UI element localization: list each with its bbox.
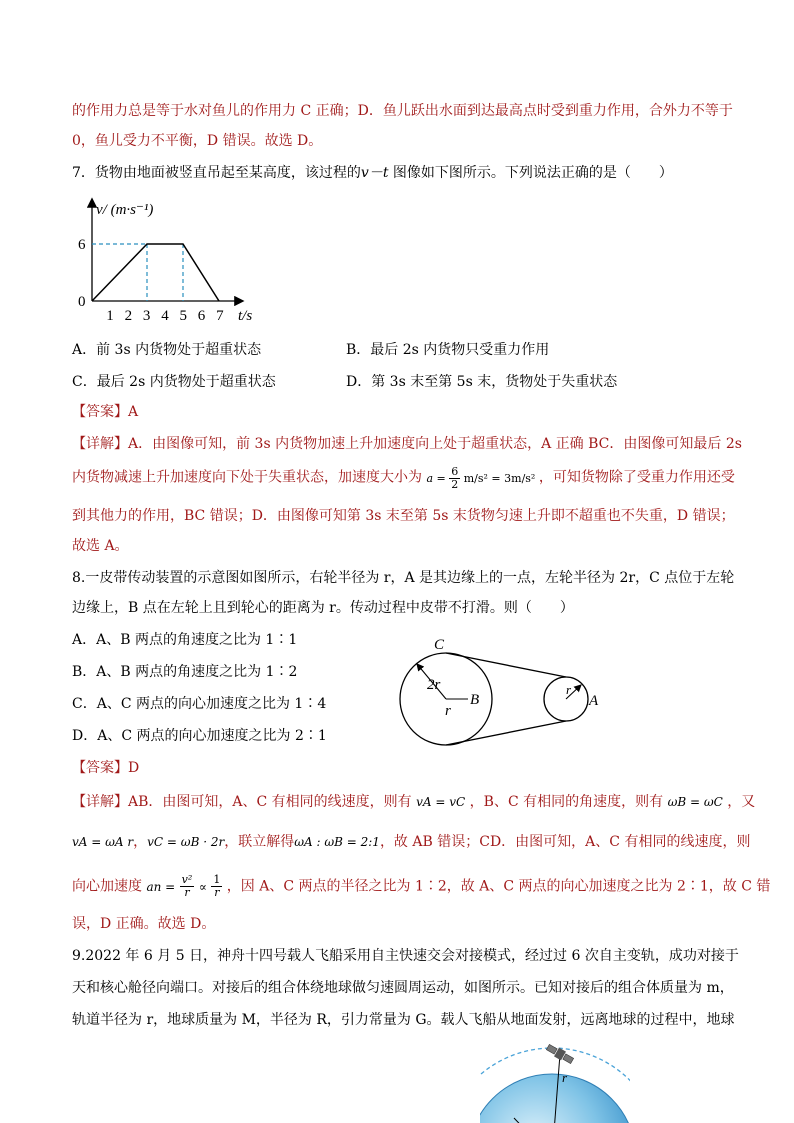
q8-explanation-text-2b: ，故 AB 错误；CD．由图可知，A、C 有相同的线速度，则 [379,834,751,850]
q7-explanation-line-1 [72,434,742,454]
q7-answer: 【答案】A [72,404,139,420]
label-B: B [470,692,480,708]
vt-ytick-6: 6 [78,237,86,253]
q8-formula-an-lhs: an = [146,879,176,894]
q8-explanation-line-4: 误，D 正确。故选 D。 [72,916,216,932]
q8-formula-va: vA = ωA r [72,835,134,849]
q7-formula-rhs: m/s² = 3m/s² [463,471,536,485]
q7-option-b[interactable]: B．最后 2s 内货物只受重力作用 [346,342,550,358]
q8-option-d[interactable]: D．A、C 两点的向心加速度之比为 2∶1 [72,728,327,744]
label-C: C [434,637,445,653]
vt-xtick-7: 7 [216,308,224,324]
earth-orbit-diagram [480,1040,630,1123]
spacecraft-icon [545,1043,574,1066]
q7-formula [426,465,538,491]
q8-stem-line-1: 8.一皮带传动装置的示意图如图所示，右轮半径为 r，A 是其边缘上的一点，左轮半径为 2r，C 点位于左轮 [72,570,735,586]
q8-stem-line-2: 边缘上，B 点在左轮上且到轮心的距离为 r。传动过程中皮带不打滑。则（ ） [72,600,574,616]
q7-formula-num: 6 [451,465,459,478]
prev-explanation-line-1: 的作用力总是等于水对鱼儿的作用力 C 正确；D．鱼儿跃出水面到达最高点时受到重力作用，合外力不等于 [72,103,733,119]
q8-formula-an-den: r [184,886,190,899]
q8-explanation-line-2 [72,832,750,852]
q9-stem-line-3: 轨道半径为 r，地球质量为 M，半径为 R，引力常量为 G。载人飞船从地面发射，远离地球的过程中，地球 [72,1012,735,1028]
q8-formula-an [146,873,226,899]
belt-diagram [390,632,620,752]
q8-explanation-line-1 [72,792,755,812]
q7-explanation-text-2a: 内货物减速上升加速度向下处于失重状态，加速度大小为 [72,469,422,486]
q8-explanation-text-3a: 向心加速度 [72,878,142,895]
q8-explanation-sep: ， [133,834,148,850]
q8-option-c[interactable]: C．A、C 两点的向心加速度之比为 1∶4 [72,696,327,712]
vt-xtick-5: 5 [179,308,187,324]
q8-formula-an-den2: r [214,886,220,899]
q8-formula-an-num: v² [181,873,193,886]
vt-xtick-6: 6 [197,308,206,324]
q7-explanation-line-4: 故选 A。 [72,538,129,554]
q7-explanation-line-2 [72,466,735,491]
q7-stem-text-a: 7．货物由地面被竖直吊起至某高度，该过程的 [72,165,361,181]
q8-explanation-text-1a: AB．由图可知，A、C 有相同的线速度，则有 [128,794,412,810]
q8-explanation-line-3 [72,874,770,899]
q7-stem-text-b: 图像如下图所示。下列说法正确的是（ ） [388,165,673,181]
q7-stem-variable: v－t [360,165,389,181]
q8-explanation-text-1c: ，又 [727,794,756,810]
q8-formula-an-num2: 1 [213,873,221,886]
q8-option-a[interactable]: A．A、B 两点的角速度之比为 1∶1 [72,632,298,648]
vt-graph [72,192,272,332]
vt-xticks [106,308,224,324]
vt-curve [92,244,219,301]
q7-stem [72,163,673,183]
q8-formula-wb-wc: ωB = ωC [667,795,723,809]
q7-option-d[interactable]: D．第 3s 末至第 5s 末，货物处于失重状态 [346,374,618,390]
q8-formula-an-mid: ∝ [198,879,207,894]
label-r-left: r [445,703,451,719]
q7-explanation-head: 【详解】 [72,436,128,452]
vt-xtick-3: 3 [142,308,151,324]
vt-xlabel: t/s [238,308,253,324]
belt-bottom [446,721,566,745]
q8-formula-va-vc: vA = vC [416,795,466,809]
q8-explanation-text-1b: ，B、C 有相同的角速度，则有 [469,794,664,810]
label-r-right: r [566,682,572,697]
vt-origin: 0 [78,294,86,310]
label-2r: 2r [427,677,441,693]
q8-explanation-text-2a: ，联立解得 [224,834,295,850]
q9-stem-line-1: 9.2022 年 6 月 5 日，神舟十四号载人飞船采用自主快速交会对接模式，经过过 6 次自主变轨，成功对接于 [72,948,739,964]
q8-formula-ratio: ωA : ωB = 2:1 [294,835,380,849]
q7-explanation-text-1: A．由图像可知，前 3s 内货物加速上升加速度向上处于超重状态，A 正确 BC．由图像可知最后 2s [128,436,742,452]
vt-xtick-1: 1 [106,308,114,324]
label-r: r [562,1070,568,1085]
vt-ylabel: v/ (m·s⁻¹) [96,202,154,218]
q9-stem-line-2: 天和核心舱径向端口。对接后的组合体绕地球做匀速圆周运动，如图所示。已知对接后的组合体质量为 m， [72,980,734,996]
q7-formula-lhs: a = [426,471,446,485]
q7-formula-den: 2 [451,478,459,491]
q8-formula-vc: vC = ωB · 2r [147,835,225,849]
q7-explanation-text-2b: ，可知货物除了受重力作用还受 [538,469,735,486]
vt-xtick-4: 4 [161,308,169,324]
prev-explanation-line-2: 0，鱼儿受力不平衡，D 错误。故选 D。 [72,133,323,149]
q8-explanation-head: 【详解】 [72,794,128,810]
q7-explanation-line-3: 到其他力的作用，BC 错误；D．由图像可知第 3s 末至第 5s 末货物匀速上升即不超重也不失重，D 错误； [72,508,735,524]
belt-top [446,653,566,677]
q8-option-b[interactable]: B．A、B 两点的角速度之比为 1∶2 [72,664,298,680]
q7-option-a[interactable]: A．前 3s 内货物处于超重状态 [72,342,262,358]
q8-explanation-text-3b: ，因 A、C 两点的半径之比为 1∶2，故 A、C 两点的向心加速度之比为 2∶1，故 C 错 [226,878,771,895]
vt-xtick-2: 2 [124,308,133,324]
q8-answer: 【答案】D [72,760,140,776]
label-A: A [589,693,599,709]
q7-option-c[interactable]: C．最后 2s 内货物处于超重状态 [72,374,276,390]
